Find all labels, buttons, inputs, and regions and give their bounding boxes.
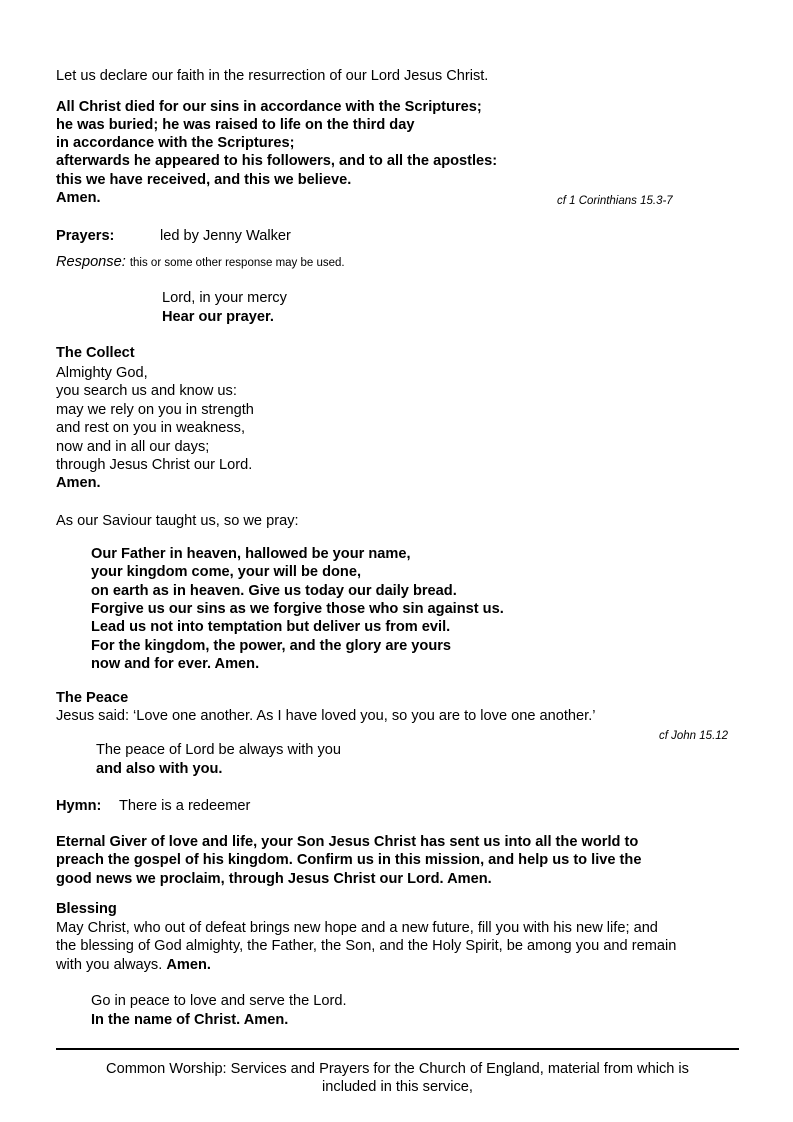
prayers-label: Prayers: [56,228,115,244]
lords-prayer-line: your kingdom come, your will be done, [91,564,362,580]
creed-line: he was buried; he was raised to life on the third day [56,117,415,133]
footer-note [56,1060,739,1096]
collect-line: you search us and know us: [56,383,237,399]
blessing-line: the blessing of God almighty, the Father, the Son, and the Holy Spirit, be among you and remain [56,938,677,954]
blessing-amen: Amen. [166,957,211,973]
creed-line: All Christ died for our sins in accordance with the Scriptures; [56,99,482,115]
collect-amen: Amen. [56,475,101,491]
response-note [56,253,345,272]
peace-response: and also with you. [96,761,223,777]
footer-divider [56,1048,739,1050]
blessing-line: May Christ, who out of defeat brings new hope and a new future, fill you with his new life; and [56,920,658,936]
sending-prayer-line: good news we proclaim, through Jesus Christ our Lord. Amen. [56,871,492,887]
creed-line: afterwards he appeared to his followers, and to all the apostles: [56,153,498,169]
creed-intro: Let us declare our faith in the resurrection of our Lord Jesus Christ. [56,68,489,84]
lords-prayer-line: on earth as in heaven. Give us today our daily bread. [91,583,457,599]
creed-line: this we have received, and this we believe. [56,172,352,188]
dismissal-versicle: Go in peace to love and serve the Lord. [91,993,347,1009]
sending-prayer-line: Eternal Giver of love and life, your Son Jesus Christ has sent us into all the world to [56,834,639,850]
dismissal-response: In the name of Christ. Amen. [91,1012,289,1028]
lords-prayer-line: Lead us not into temptation but deliver us from evil. [91,619,451,635]
lords-prayer-line: Forgive us our sins as we forgive those who sin against us. [91,601,504,617]
response-label: Response: [56,254,126,270]
blessing-heading: Blessing [56,901,117,917]
peace-text: Jesus said: ‘Love one another. As I have loved you, so you are to love one another.’ [56,708,596,724]
collect-line: through Jesus Christ our Lord. [56,457,253,473]
lords-prayer-line: For the kingdom, the power, and the glory are yours [91,638,452,654]
lords-prayer-line: now and for ever. Amen. [91,656,260,672]
collect-line: now and in all our days; [56,439,210,455]
collect-line: may we rely on you in strength [56,402,254,418]
peace-heading: The Peace [56,690,129,706]
prayers-versicle: Lord, in your mercy [162,290,287,306]
blessing-line-text: with you always. [56,957,163,973]
blessing-line-last [56,956,211,974]
collect-line: and rest on you in weakness, [56,420,246,436]
footer-line: included in this service, [322,1079,473,1095]
lords-prayer-intro: As our Saviour taught us, so we pray: [56,513,299,529]
creed-line: in accordance with the Scriptures; [56,135,295,151]
collect-line: Almighty God, [56,365,148,381]
footer-line: Common Worship: Services and Prayers for the Church of England, material from which is [106,1061,689,1077]
response-note-text: this or some other response may be used. [129,257,345,269]
sending-prayer-line: preach the gospel of his kingdom. Confirm us in this mission, and help us to live the [56,852,642,868]
prayers-response: Hear our prayer. [162,309,274,325]
peace-citation: cf John 15.12 [659,730,729,742]
creed-citation: cf 1 Corinthians 15.3-7 [557,195,673,207]
hymn-title: There is a redeemer [119,798,251,814]
lords-prayer-line: Our Father in heaven, hallowed be your name, [91,546,411,562]
prayers-leader: led by Jenny Walker [160,228,291,244]
collect-heading: The Collect [56,345,135,361]
peace-versicle: The peace of Lord be always with you [96,742,341,758]
creed-amen: Amen. [56,190,101,206]
hymn-label: Hymn: [56,798,102,814]
